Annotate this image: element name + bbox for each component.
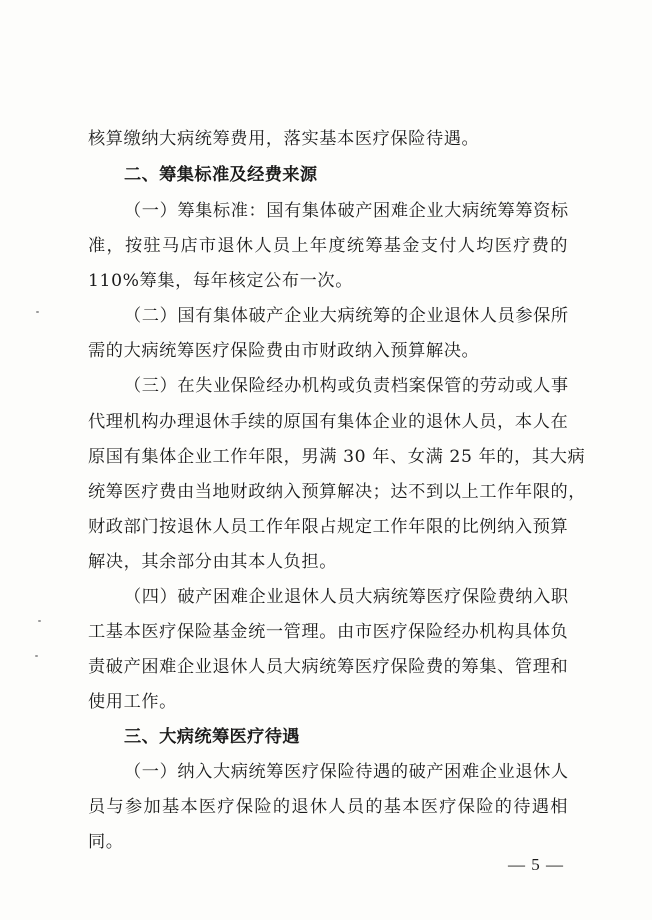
page-number: — 5 — xyxy=(508,855,564,874)
body-line: 原国有集体企业工作年限，男满 30 年、女满 25 年的，其大病 xyxy=(88,447,586,467)
body-line: 员与参加基本医疗保险的退休人员的基本医疗保险的待遇相 xyxy=(88,797,568,817)
section-heading: 二、筹集标准及经费来源 xyxy=(124,165,318,185)
body-line: 110%筹集，每年核定公布一次。 xyxy=(88,271,353,291)
body-line: 同。 xyxy=(88,832,124,852)
section-heading: 三、大病统筹医疗待遇 xyxy=(124,727,300,747)
body-line: 准，按驻马店市退休人员上年度统筹基金支付人均医疗费的 xyxy=(88,236,568,256)
scan-speck xyxy=(35,655,38,657)
body-line: 解决，其余部分由其本人负担。 xyxy=(88,552,338,572)
body-line: 责破产困难企业退休人员大病统筹医疗保险费的筹集、管理和 xyxy=(88,657,569,677)
body-line: （二）国有集体破产企业大病统筹的企业退休人员参保所 xyxy=(124,306,569,326)
body-line: 统筹医疗费由当地财政纳入预算解决；达不到以上工作年限的， xyxy=(88,482,587,502)
body-line: 使用工作。 xyxy=(88,692,177,712)
scan-speck xyxy=(36,311,39,313)
body-line: （四）破产困难企业退休人员大病统筹医疗保险费纳入职 xyxy=(124,587,569,607)
body-line: （三）在失业保险经办机构或负责档案保管的劳动或人事 xyxy=(124,376,569,396)
scan-speck xyxy=(38,620,41,622)
body-line: 工基本医疗保险基金统一管理。由市医疗保险经办机构具体负 xyxy=(88,622,569,642)
body-line: （一）筹集标准：国有集体破产困难企业大病统筹筹资标 xyxy=(124,201,569,221)
body-line: （一）纳入大病统筹医疗保险待遇的破产困难企业退休人 xyxy=(124,762,569,782)
body-line: 代理机构办理退休手续的原国有集体企业的退休人员，本人在 xyxy=(88,412,569,432)
body-line: 需的大病统筹医疗保险费由市财政纳入预算解决。 xyxy=(88,341,480,361)
body-line: 核算缴纳大病统筹费用，落实基本医疗保险待遇。 xyxy=(88,129,480,149)
body-line: 财政部门按退休人员工作年限占规定工作年限的比例纳入预算 xyxy=(88,517,569,537)
